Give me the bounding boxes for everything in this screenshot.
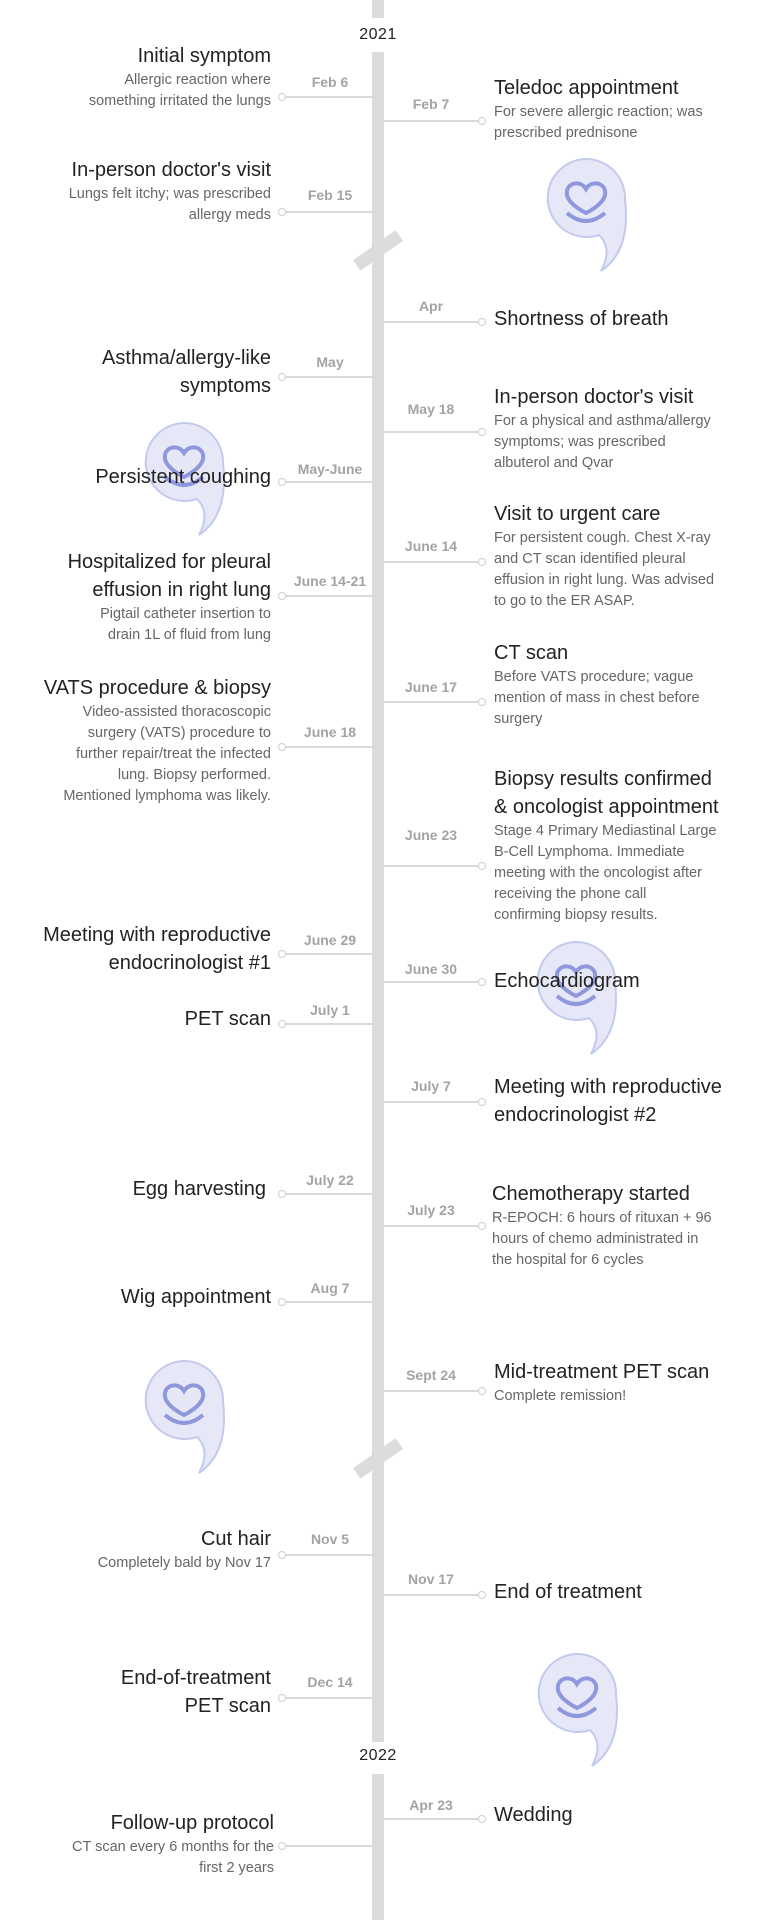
timeline-node <box>478 698 486 706</box>
event-title: Follow-up protocol <box>110 1812 274 1834</box>
connector-line <box>282 1554 378 1556</box>
connector-line <box>378 1390 480 1392</box>
event-description: CT scan every 6 months for the first 2 years <box>71 1839 274 1876</box>
timeline-node <box>478 1591 486 1599</box>
event-card <box>121 1664 271 1720</box>
timeline-node <box>278 743 286 751</box>
event-description: Lungs felt itchy; was prescribed allergy meds <box>68 186 271 223</box>
event-description: For severe allergic reaction; was prescribed prednisone <box>494 104 703 141</box>
event-description: Completely bald by Nov 17 <box>97 1555 271 1571</box>
event-title: Meeting with reproductive endocrinologist #1 <box>43 924 271 974</box>
connector-line <box>378 981 480 983</box>
timeline-node <box>278 208 286 216</box>
event-title: Chemotherapy started <box>492 1183 690 1205</box>
timeline-node <box>478 558 486 566</box>
event-title: PET scan <box>184 1008 271 1030</box>
event-card <box>494 1578 642 1606</box>
timeline-node <box>478 978 486 986</box>
event-description: For persistent cough. Chest X-ray and CT scan identified pleural effusion in right lung. Was advised to go to the ER ASAP. <box>494 530 715 609</box>
timeline-node <box>278 1020 286 1028</box>
event-title: Meeting with reproductive endocrinologist #2 <box>494 1076 722 1126</box>
event-card <box>133 1175 266 1203</box>
timeline-node <box>278 1190 286 1198</box>
connector-line <box>378 1818 480 1820</box>
event-date: Nov 17 <box>408 1571 454 1587</box>
timeline-axis <box>372 1774 384 1920</box>
connector-line <box>378 1225 480 1227</box>
event-description: Complete remission! <box>494 1388 627 1404</box>
timeline-node <box>278 1842 286 1850</box>
event-date: Aug 7 <box>310 1280 350 1296</box>
event-date: Feb 15 <box>307 187 353 203</box>
connector-line <box>378 1101 480 1103</box>
connector-line <box>378 701 480 703</box>
event-card <box>494 639 700 730</box>
event-title: Hospitalized for pleural effusion in right lung <box>67 551 271 601</box>
event-card <box>494 383 711 474</box>
timeline-node <box>278 592 286 600</box>
event-date: July 7 <box>411 1078 451 1094</box>
event-title: End-of-treatment PET scan <box>120 1667 271 1717</box>
connector-line <box>378 321 480 323</box>
event-title: Wedding <box>494 1804 573 1826</box>
connector-line <box>282 96 378 98</box>
event-title: Cut hair <box>200 1528 271 1550</box>
event-date: June 23 <box>404 827 458 843</box>
connector-line <box>282 1193 378 1195</box>
event-title: VATS procedure & biopsy <box>43 677 271 699</box>
timeline-axis <box>372 0 384 18</box>
event-title: Biopsy results confirmed & oncologist appointment <box>494 768 719 818</box>
connector-line <box>378 120 480 122</box>
event-card <box>494 967 640 995</box>
connector-line <box>378 865 480 867</box>
event-title: Teledoc appointment <box>494 77 679 99</box>
connector-line <box>282 746 378 748</box>
event-date: July 1 <box>310 1002 350 1018</box>
timeline-node <box>278 1298 286 1306</box>
event-date: May 18 <box>407 401 455 417</box>
timeline-node <box>278 373 286 381</box>
connector-line <box>282 376 378 378</box>
event-date: June 18 <box>303 724 357 740</box>
event-description: For a physical and asthma/allergy symptoms; was prescribed albuterol and Qvar <box>494 413 711 471</box>
event-title: Echocardiogram <box>494 970 640 992</box>
event-card <box>494 1801 573 1829</box>
event-card <box>494 74 703 144</box>
event-card <box>43 921 271 977</box>
event-card <box>494 1358 709 1407</box>
timeline-node <box>278 478 286 486</box>
event-card <box>494 765 719 926</box>
event-card <box>98 1525 271 1574</box>
connector-line <box>378 431 480 433</box>
event-description: Allergic reaction where something irritated the lungs <box>88 72 271 109</box>
connector-line <box>282 211 378 213</box>
event-description: R-EPOCH: 6 hours of rituxan + 96 hours of chemo administrated in the hospital for 6 cycles <box>492 1210 712 1268</box>
event-date: June 17 <box>404 679 458 695</box>
event-title: Egg harvesting <box>132 1178 266 1200</box>
timeline-node <box>478 862 486 870</box>
event-card <box>95 463 271 491</box>
event-date: June 14-21 <box>293 573 367 589</box>
event-date: Apr <box>418 298 444 314</box>
timeline-node <box>278 93 286 101</box>
heart-speech-bubble-icon <box>533 938 619 1058</box>
event-date: July 23 <box>407 1202 455 1218</box>
timeline-node <box>278 1694 286 1702</box>
connector-line <box>282 1301 378 1303</box>
timeline-node <box>478 428 486 436</box>
event-description: Pigtail catheter insertion to drain 1L of fluid from lung <box>100 606 271 643</box>
event-date: Feb 7 <box>412 96 450 112</box>
event-description: Before VATS procedure; vague mention of mass in chest before surgery <box>494 669 700 727</box>
event-title: In-person doctor's visit <box>494 386 694 408</box>
event-title: Shortness of breath <box>494 308 669 330</box>
event-card <box>89 42 271 112</box>
timeline-axis <box>372 52 384 1742</box>
event-title: End of treatment <box>494 1581 642 1603</box>
event-date: Dec 14 <box>307 1674 353 1690</box>
event-date: May-June <box>297 461 363 477</box>
event-title: Wig appointment <box>120 1286 271 1308</box>
event-card <box>121 1283 271 1311</box>
event-card <box>69 156 271 226</box>
heart-speech-bubble-icon <box>534 1650 620 1770</box>
event-card <box>494 1073 722 1129</box>
event-date: May <box>316 354 344 370</box>
event-card <box>102 344 271 400</box>
event-title: Persistent coughing <box>95 466 271 488</box>
heart-speech-bubble-icon <box>543 155 629 275</box>
event-card <box>72 1809 274 1879</box>
event-date: Feb 6 <box>311 74 349 90</box>
event-date: June 30 <box>404 961 458 977</box>
year-label-2022: 2022 <box>350 1747 406 1765</box>
heart-speech-bubble-icon <box>141 1357 227 1477</box>
connector-line <box>282 953 378 955</box>
timeline-node <box>478 1815 486 1823</box>
event-date: June 14 <box>404 538 458 554</box>
event-title: Visit to urgent care <box>494 503 661 525</box>
timeline-node <box>478 1222 486 1230</box>
event-date: Nov 5 <box>310 1531 350 1547</box>
timeline-node <box>478 117 486 125</box>
event-date: July 22 <box>306 1172 354 1188</box>
connector-line <box>282 595 378 597</box>
event-date: June 29 <box>303 932 357 948</box>
event-card <box>492 1180 712 1271</box>
event-title: Initial symptom <box>137 45 271 67</box>
event-title: Mid-treatment PET scan <box>494 1361 710 1383</box>
event-title: CT scan <box>494 642 569 664</box>
event-title: Asthma/allergy-like symptoms <box>102 347 271 397</box>
timeline-node <box>278 950 286 958</box>
connector-line <box>282 1697 378 1699</box>
connector-line <box>378 561 480 563</box>
event-date: Apr 23 <box>409 1797 453 1813</box>
connector-line <box>282 481 378 483</box>
event-description: Stage 4 Primary Mediastinal Large B-Cell Lymphoma. Immediate meeting with the oncologist after receiving the phone call confirming biopsy results. <box>494 823 717 923</box>
event-card <box>185 1005 271 1033</box>
event-date: Sept 24 <box>406 1367 456 1383</box>
timeline-node <box>478 318 486 326</box>
event-card <box>44 674 271 807</box>
event-card <box>494 500 714 612</box>
year-label-2021: 2021 <box>350 26 406 44</box>
timeline-node <box>478 1098 486 1106</box>
timeline-node <box>278 1551 286 1559</box>
timeline-node <box>478 1387 486 1395</box>
connector-line <box>282 1845 378 1847</box>
event-card <box>494 305 669 333</box>
event-card <box>68 548 271 646</box>
connector-line <box>378 1594 480 1596</box>
event-description: Video-assisted thoracoscopic surgery (VATS) procedure to further repair/treat the infected lung. Biopsy performed. Mentioned lymphoma was likely. <box>63 704 271 804</box>
event-title: In-person doctor's visit <box>71 159 271 181</box>
connector-line <box>282 1023 378 1025</box>
